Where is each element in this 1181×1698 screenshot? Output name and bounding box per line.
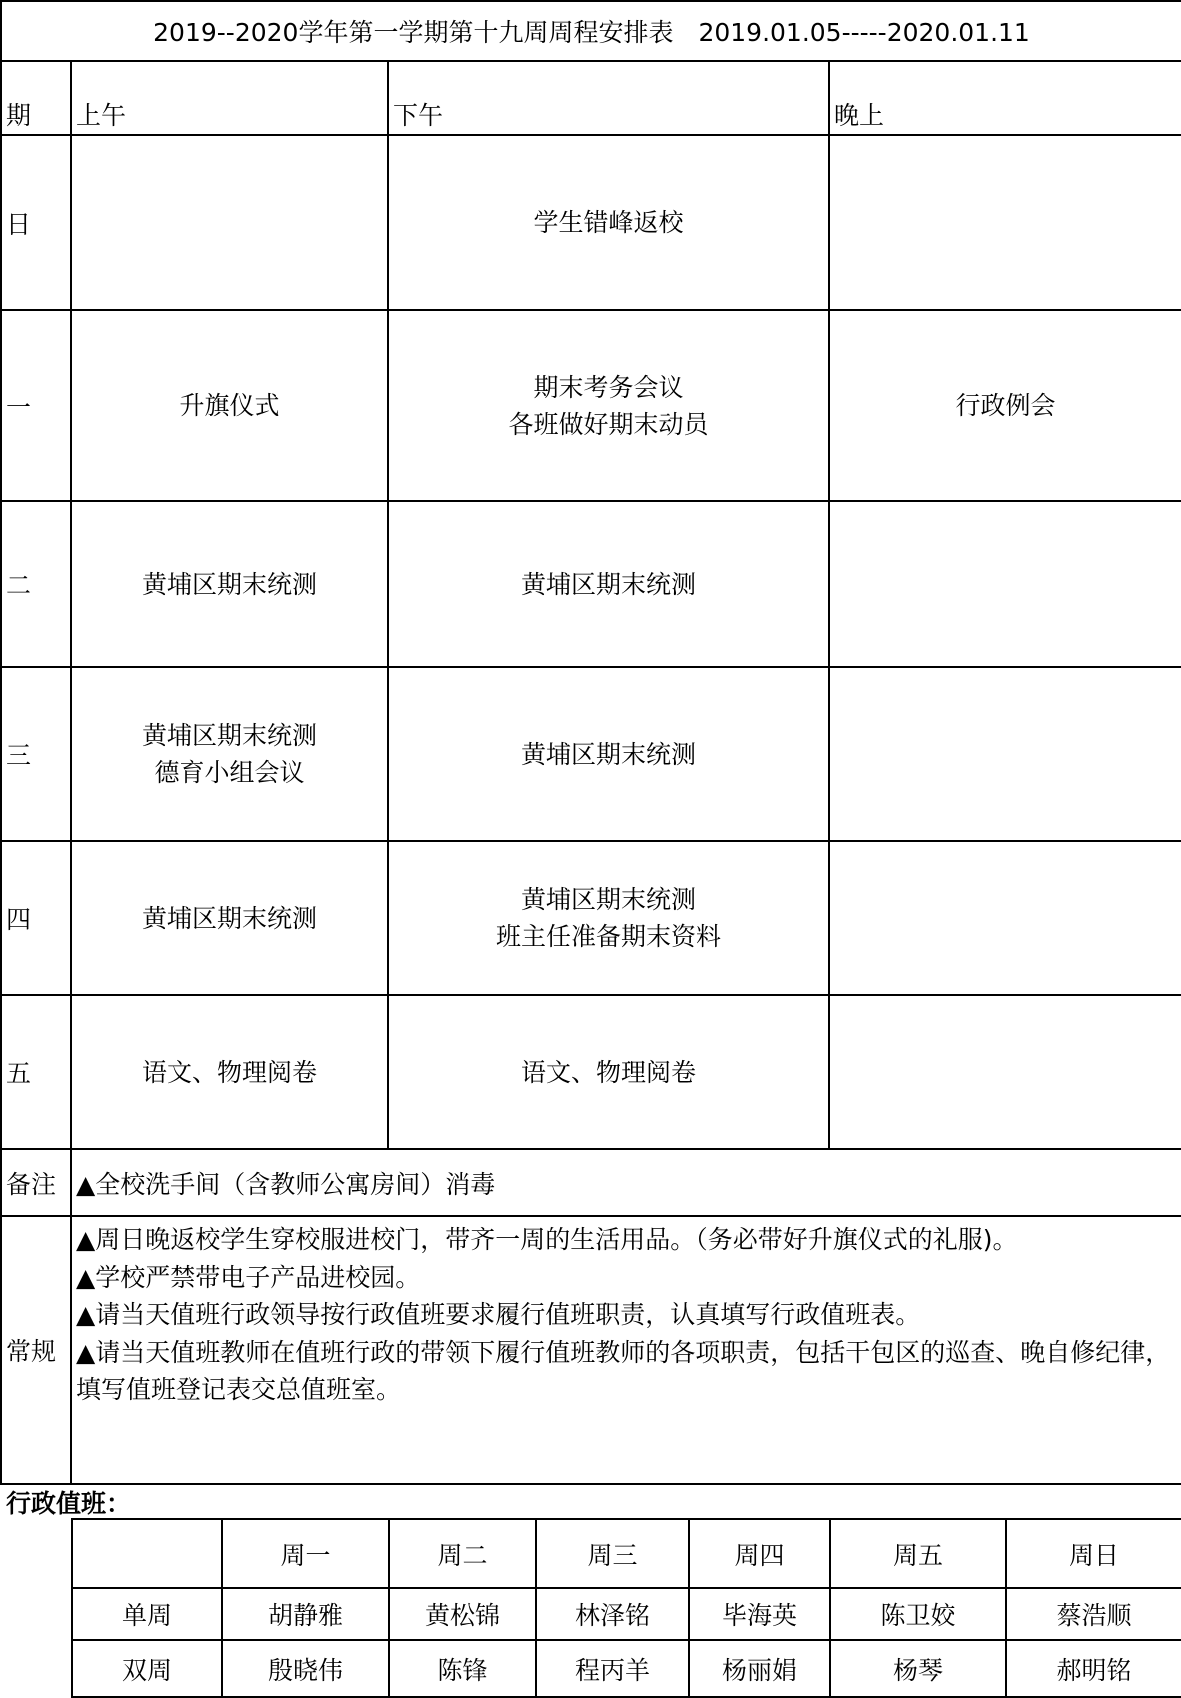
rule-item: ▲周日晚返校学生穿校服进校门，带齐一周的生活用品。（务必带好升旗仪式的礼服)。: [76, 1225, 1018, 1254]
duty-person: 殷晓伟: [222, 1640, 389, 1697]
duty-row-odd-week: [72, 1588, 1181, 1640]
event-text: 黄埔区期末统测: [141, 721, 317, 750]
duty-header-row: [72, 1519, 1181, 1588]
evening-cell: [829, 501, 1181, 667]
duty-week-label: 单周: [72, 1588, 222, 1640]
duty-row-even-week: [72, 1640, 1181, 1697]
duty-person: 胡静雅: [222, 1588, 389, 1640]
notes-row: [1, 1149, 1181, 1216]
duty-section-title: 行政值班：: [6, 1489, 132, 1518]
rule-item: ▲请当天值班行政领导按行政值班要求履行值班职责，认真填写行政值班表。: [76, 1300, 921, 1329]
duty-header-cell: 周二: [389, 1519, 536, 1588]
rule-item: ▲学校严禁带电子产品进校园。: [76, 1262, 421, 1292]
event-text: 黄埔区期末统测: [520, 739, 696, 769]
event-text: 语文、物理阅卷: [141, 1057, 317, 1087]
afternoon-cell: [388, 310, 829, 501]
event-text: 升旗仪式: [179, 391, 280, 420]
rules-row: [1, 1216, 1181, 1484]
duty-person: 杨琴: [830, 1640, 1006, 1697]
day-label: 日: [1, 135, 71, 310]
duty-header-cell: 周四: [689, 1519, 830, 1588]
day-row-wednesday: [1, 667, 1181, 841]
duty-person: 陈卫姣: [830, 1588, 1006, 1640]
notes-text: ▲全校洗手间（含教师公寓房间）消毒: [71, 1149, 1181, 1216]
event-text: 黄埔区期末统测: [141, 569, 317, 599]
duty-header-cell: 周日: [1006, 1519, 1181, 1588]
day-row-thursday: [1, 841, 1181, 995]
afternoon-cell: [388, 667, 829, 841]
rule-item: ▲请当天值班教师在值班行政的带领下履行值班教师的各项职责，包括干包区的巡查、晚自修纪律，填写值班登记表交总值班室。: [76, 1337, 1171, 1404]
duty-person: 蔡浩顺: [1006, 1588, 1181, 1640]
duty-header-cell: [72, 1519, 222, 1588]
duty-person: 黄松锦: [389, 1588, 536, 1640]
header-afternoon: 下午: [388, 61, 829, 135]
morning-cell: [71, 841, 388, 995]
evening-cell: [829, 135, 1181, 310]
duty-person: 陈锋: [389, 1640, 536, 1697]
header-morning: 上午: [71, 61, 388, 135]
day-row-monday: [1, 310, 1181, 501]
morning-cell: [71, 501, 388, 667]
morning-cell: [71, 310, 388, 501]
day-row-friday: [1, 995, 1181, 1149]
day-label: 三: [1, 667, 71, 841]
duty-person: 郝明铭: [1006, 1640, 1181, 1697]
event-text: 语文、物理阅卷: [520, 1057, 696, 1087]
rules-text: [71, 1216, 1181, 1484]
afternoon-cell: [388, 841, 829, 995]
header-day: 期: [1, 61, 71, 135]
event-text: 班主任准备期末资料: [495, 922, 721, 951]
evening-cell: [829, 667, 1181, 841]
evening-cell: [829, 310, 1181, 501]
day-row-tuesday: [1, 501, 1181, 667]
day-label: 四: [1, 841, 71, 995]
duty-person: 毕海英: [689, 1588, 830, 1640]
event-text: 德育小组会议: [154, 758, 305, 787]
day-label: 五: [1, 995, 71, 1149]
event-text: 黄埔区期末统测: [520, 569, 696, 599]
evening-cell: [829, 841, 1181, 995]
duty-header-cell: 周一: [222, 1519, 389, 1588]
morning-cell: [71, 667, 388, 841]
event-text: 黄埔区期末统测: [520, 885, 696, 914]
duty-person: 林泽铭: [536, 1588, 689, 1640]
duty-table: [71, 1518, 1181, 1698]
header-evening: 晚上: [829, 61, 1181, 135]
afternoon-cell: [388, 995, 829, 1149]
afternoon-cell: [388, 501, 829, 667]
day-row-sunday: [1, 135, 1181, 310]
morning-cell: [71, 135, 388, 310]
notes-label: 备注: [1, 1149, 71, 1216]
duty-person: 程丙羊: [536, 1640, 689, 1697]
rules-label: 常规: [1, 1216, 71, 1484]
schedule-header-row: [1, 61, 1181, 135]
duty-week-label: 双周: [72, 1640, 222, 1697]
duty-header-cell: 周五: [830, 1519, 1006, 1588]
event-text: 学生错峰返校: [533, 208, 684, 237]
evening-cell: [829, 995, 1181, 1149]
event-text: 各班做好期末动员: [508, 409, 709, 439]
duty-person: 杨丽娟: [689, 1640, 830, 1697]
morning-cell: [71, 995, 388, 1149]
duty-header-cell: 周三: [536, 1519, 689, 1588]
page-title: 2019--2020学年第一学期第十九周周程安排表 2019.01.05-----2020.01.11: [1, 1, 1181, 61]
day-label: 二: [1, 501, 71, 667]
day-label: 一: [1, 310, 71, 501]
event-text: 行政例会: [955, 391, 1056, 420]
event-text: 期末考务会议: [533, 372, 684, 402]
event-text: 黄埔区期末统测: [141, 903, 317, 933]
afternoon-cell: [388, 135, 829, 310]
